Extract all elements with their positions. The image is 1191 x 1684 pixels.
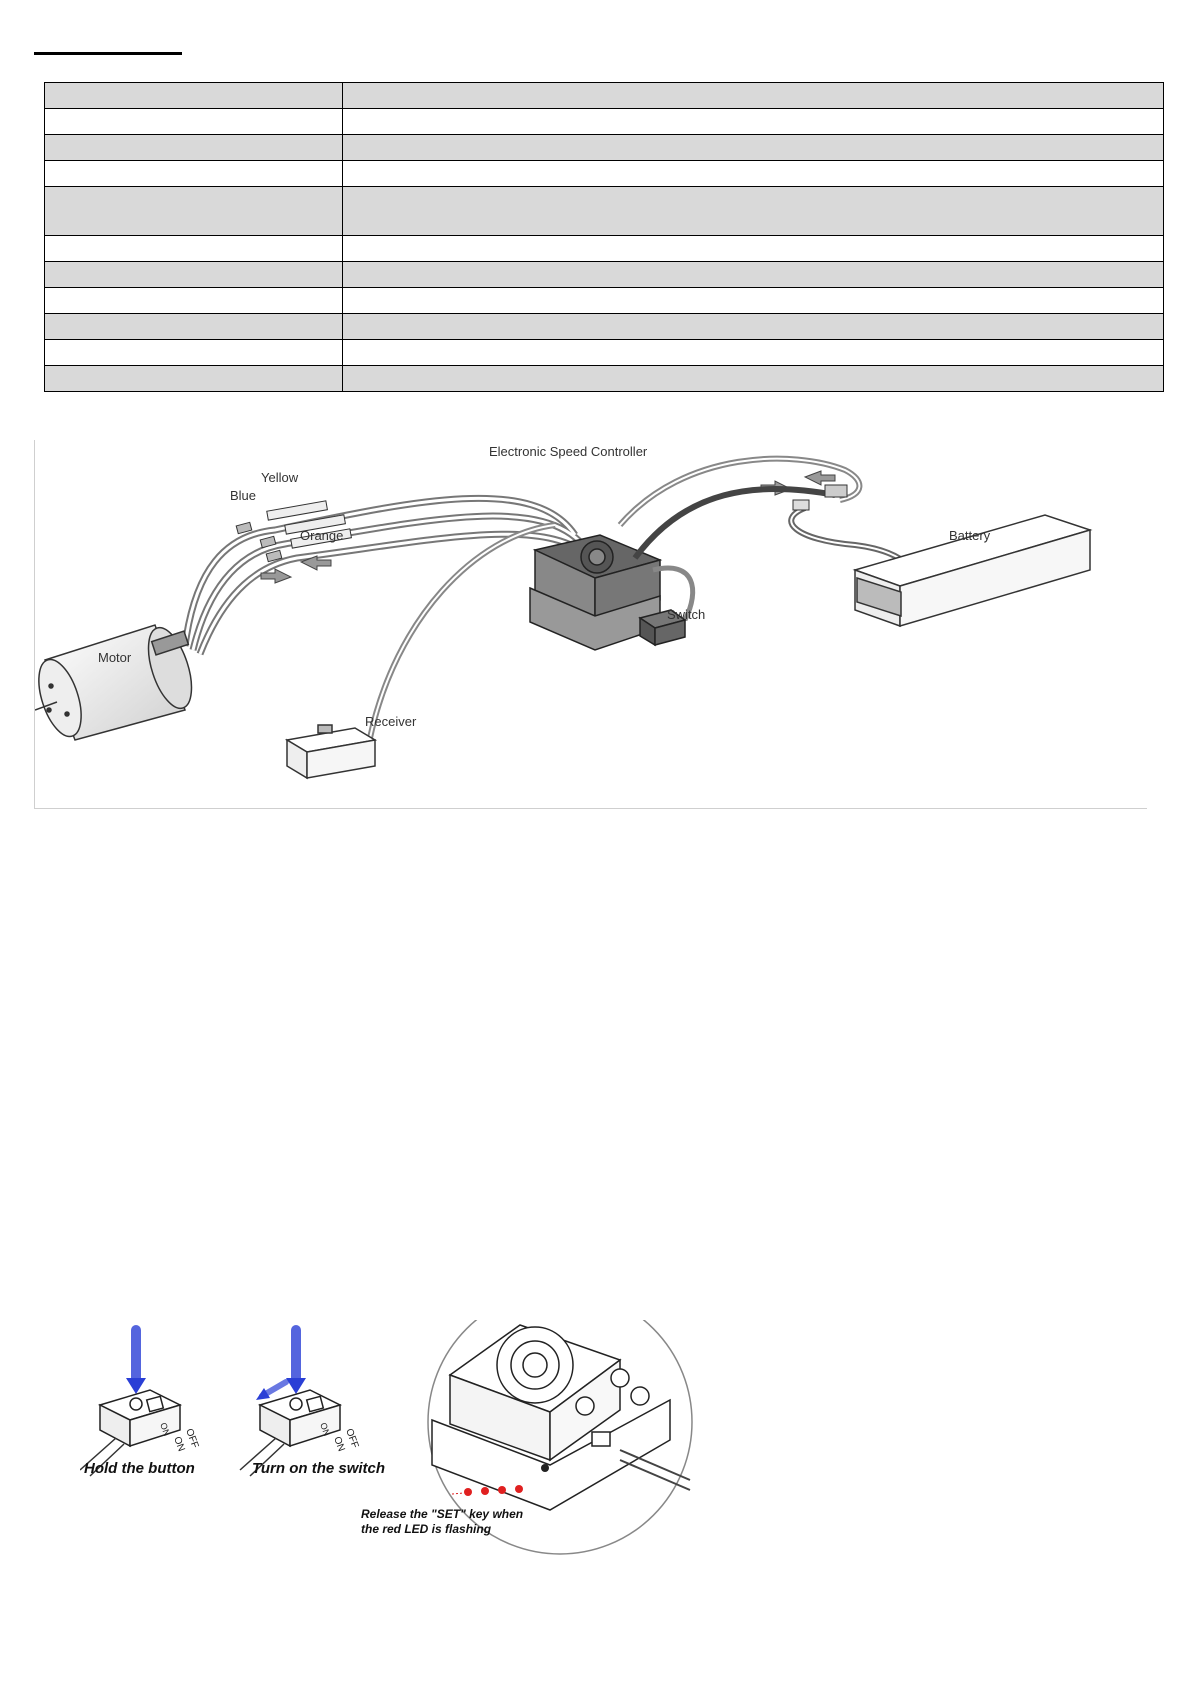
step2-off-label: OFF (343, 1427, 361, 1450)
step2-on-marking: ON (318, 1421, 333, 1438)
spec-table-row (45, 288, 1164, 314)
spec-value-cell (343, 288, 1164, 314)
step2-switch-illustration (240, 1330, 385, 1477)
spec-value-cell (343, 187, 1164, 236)
receiver-wire (370, 525, 555, 738)
spec-value-cell (343, 109, 1164, 135)
battery-label: Battery (949, 528, 991, 543)
spec-label-cell (45, 236, 343, 262)
spec-value-cell (343, 236, 1164, 262)
step1-off-label: OFF (183, 1427, 201, 1450)
receiver-label: Receiver (365, 714, 417, 729)
spec-value-cell (343, 314, 1164, 340)
step3-esc-closeup (361, 1320, 692, 1554)
spec-label-cell (45, 366, 343, 392)
spec-table (44, 82, 1164, 392)
section-title-underline (34, 52, 182, 55)
spec-table-row (45, 262, 1164, 288)
spec-label-cell (45, 109, 343, 135)
spec-label-cell (45, 83, 343, 109)
orange-wire-label: Orange (300, 528, 344, 543)
step2-on-label: ON (331, 1435, 347, 1454)
motor-label: Motor (98, 650, 132, 665)
step2-caption: Turn on the switch (252, 1460, 386, 1477)
step3-caption-line1: Release the "SET" key when (361, 1507, 524, 1521)
spec-label-cell (45, 262, 343, 288)
spec-label-cell (45, 187, 343, 236)
spec-label-cell (45, 135, 343, 161)
wiring-diagram (34, 440, 1147, 809)
step3-caption-line2: the red LED is flashing (361, 1522, 492, 1536)
receiver-illustration (287, 725, 375, 778)
spec-value-cell (343, 262, 1164, 288)
spec-table-row (45, 340, 1164, 366)
motor-illustration (35, 622, 200, 741)
esc-label: Electronic Speed Controller (489, 444, 648, 459)
step1-caption: Hold the button (84, 1460, 195, 1477)
spec-table-row (45, 109, 1164, 135)
spec-label-cell (45, 314, 343, 340)
step1-on-label: ON (171, 1435, 187, 1454)
spec-label-cell (45, 340, 343, 366)
setup-diagram (80, 1320, 750, 1660)
spec-table-row (45, 314, 1164, 340)
step1-switch-illustration (80, 1330, 200, 1477)
spec-table-row (45, 366, 1164, 392)
spec-label-cell (45, 288, 343, 314)
spec-table-row (45, 161, 1164, 187)
spec-value-cell (343, 366, 1164, 392)
spec-table-row (45, 187, 1164, 236)
spec-value-cell (343, 340, 1164, 366)
yellow-wire-label: Yellow (261, 470, 299, 485)
blue-wire-label: Blue (230, 488, 257, 503)
motor-wires (185, 498, 591, 654)
step1-on-marking: ON (158, 1421, 173, 1438)
spec-table-row (45, 83, 1164, 109)
spec-table-row (45, 236, 1164, 262)
spec-label-cell (45, 161, 343, 187)
spec-value-cell (343, 161, 1164, 187)
switch-label: Switch (667, 607, 706, 622)
spec-table-row (45, 135, 1164, 161)
spec-value-cell (343, 135, 1164, 161)
spec-value-cell (343, 83, 1164, 109)
